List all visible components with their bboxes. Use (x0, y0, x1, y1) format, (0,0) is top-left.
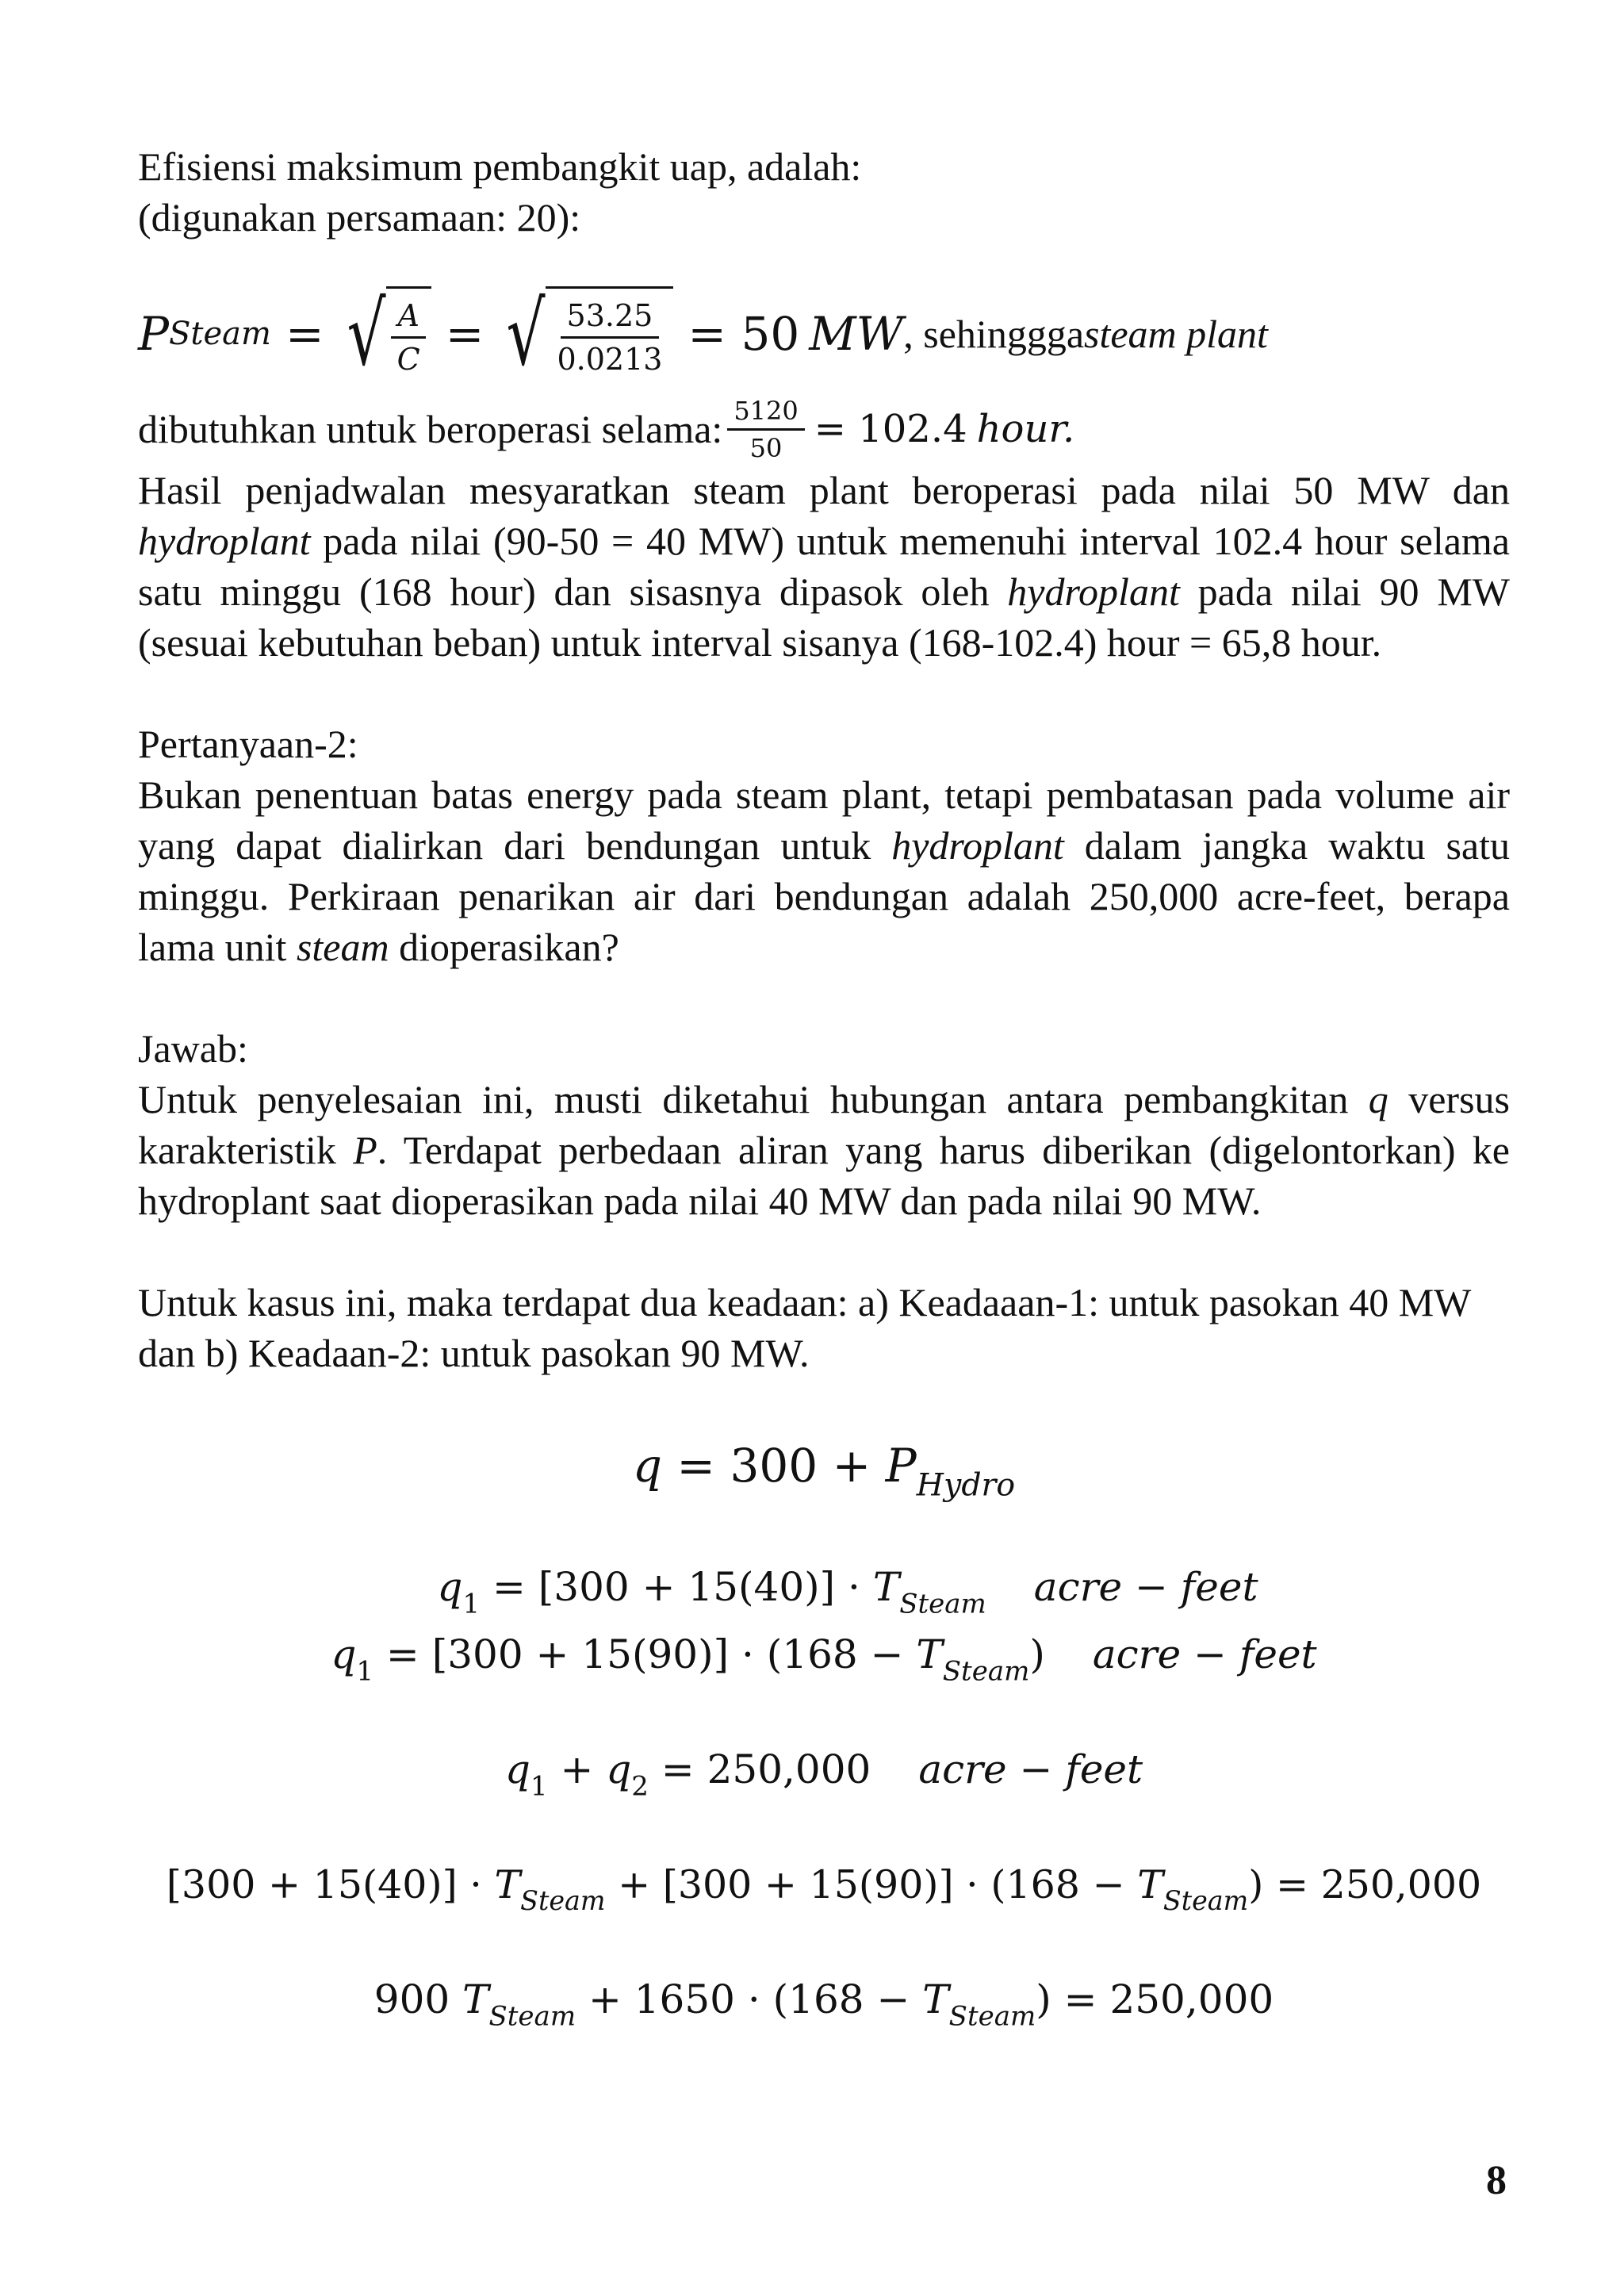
answer-c: versus karakteristik (138, 1077, 1510, 1172)
equals-sign-2: = (445, 307, 485, 361)
long-a: [300 + 15(40)] · (166, 1861, 495, 1907)
q1b-t: T (916, 1631, 943, 1678)
q1a-tsub: Steam (899, 1588, 986, 1620)
question-a: Bukan penentuan batas energy pada steam plant, tetapi pembatasan pada volume air yang dapat dialirkan dari bendungan untuk (138, 772, 1510, 868)
equals-sign-1: = (285, 307, 324, 361)
q1a-sub: 1 (462, 1588, 481, 1620)
q1a-expr: = [300 + 15(40)] · (480, 1563, 873, 1610)
radical-icon: √ (506, 283, 546, 385)
long-c: ) = 250,000 (1248, 1861, 1482, 1907)
sum-s2: 2 (631, 1770, 649, 1803)
frac-c: C (396, 342, 420, 377)
question-body (138, 769, 1510, 972)
unit-mw: MW (809, 307, 904, 361)
q1b-expr: = [300 + 15(90)] · (168 − (373, 1631, 917, 1678)
long-s2: Steam (1162, 1884, 1249, 1916)
equation-final (138, 1974, 1510, 2041)
duration-unit: hour. (976, 407, 1075, 451)
final-a: 900 (373, 1976, 463, 2022)
para1-c: pada nilai (90-50 = 40 MW) untuk memenuhi interval 102.4 hour selama satu minggu (168 hour) dan sisasnya dipasok oleh (138, 519, 1510, 614)
final-s1: Steam (488, 1999, 576, 2032)
duration-den: 50 (749, 432, 783, 463)
question-b: hydroplant (891, 823, 1064, 868)
long-b: + [300 + 15(90)] · (168 − (605, 1861, 1138, 1907)
sum-unit: acre − feet (918, 1746, 1143, 1793)
answer-a: Untuk penyelesaian ini, musti diketahui hubungan antara pembangkitan (138, 1077, 1369, 1121)
p-symbol: P (138, 307, 170, 361)
cases-paragraph: Untuk kasus ini, maka terdapat dua keadaan: a) Keadaaan-1: untuk pasokan 40 MW dan b) Keadaan-2: untuk pasokan 90 MW. (138, 1280, 1471, 1375)
long-t2: T (1137, 1861, 1163, 1907)
p-hydro-symbol: P (885, 1439, 917, 1493)
frac-numerator-53-25: 53.25 (561, 298, 660, 339)
q1b-q: q (331, 1631, 357, 1678)
duration-line (138, 393, 1510, 465)
duration-num: 5120 (727, 397, 804, 431)
q1a-q: q (437, 1563, 463, 1610)
tail-italic: steam plant (1084, 312, 1268, 356)
final-t1: T (462, 1976, 489, 2022)
duration-text: dibutuhkan untuk beroperasi selama: (138, 407, 723, 451)
p-steam-subscript: Steam (169, 316, 271, 352)
final-c: ) = 250,000 (1036, 1976, 1274, 2022)
equation-long (138, 1860, 1510, 1926)
answer-title: Jawab: (138, 1026, 248, 1071)
frac-a: A (391, 298, 425, 339)
q1b-sub: 1 (356, 1655, 374, 1688)
equation-q1-b (138, 1629, 1510, 1696)
sqrt-numeric (498, 283, 673, 385)
equation-q1-a (138, 1562, 1510, 1629)
para1-e: pada nilai 90 MW (sesuai kebutuhan beban) untuk interval sisanya (168-102.4) hour = 65,8 hour. (138, 569, 1511, 665)
equation-q-main (138, 1434, 1510, 1517)
p-hydro-subscript: Hydro (916, 1466, 1016, 1504)
answer-b: q (1368, 1077, 1388, 1121)
para1-d: hydroplant (1007, 569, 1180, 614)
answer-d: P (353, 1128, 377, 1172)
q-symbol: q (632, 1439, 662, 1493)
question-e: dioperasikan? (389, 925, 619, 969)
tail-text: , sehinggga (903, 312, 1085, 356)
sum-q2: q (606, 1746, 632, 1793)
sum-q1: q (504, 1746, 530, 1793)
equation-p-steam (138, 274, 1510, 393)
intro-line-1: Efisiensi maksimum pembangkit uap, adalah: (138, 144, 862, 189)
question-d: steam (296, 925, 389, 969)
sqrt-a-over-c (339, 283, 431, 385)
final-s2: Steam (948, 1999, 1036, 2032)
question-c: dalam jangka waktu satu minggu. Perkiraan penarikan air dari bendungan adalah 250,000 acre-feet, berapa lama unit (138, 823, 1510, 969)
long-t1: T (494, 1861, 521, 1907)
page-number: 8 (1486, 2158, 1507, 2203)
q1a-unit: acre − feet (1033, 1563, 1258, 1610)
sum-s1: 1 (530, 1770, 548, 1803)
answer-e: . Terdapat perbedaan aliran yang harus diberikan (digelontorkan) ke hydroplant saat dioperasikan pada nilai 40 MW dan pada nilai 90 MW. (138, 1128, 1510, 1223)
answer-body (138, 1074, 1510, 1226)
equation-sum (138, 1744, 1510, 1811)
duration-result: = 102.4 (814, 407, 967, 451)
sum-rhs: = 250,000 (648, 1746, 871, 1793)
question-title: Pertanyaan-2: (138, 722, 358, 766)
paragraph-schedule (138, 465, 1510, 668)
q1a-t: T (872, 1563, 900, 1610)
intro-line-2: (digunakan persamaan: 20): (138, 195, 581, 240)
para1-a: Hasil penjadwalan mesyaratkan steam plant beroperasi pada nilai 50 MW dan (138, 468, 1510, 512)
result-50: = 50 (688, 307, 800, 361)
q1b-unit: acre − feet (1092, 1631, 1317, 1678)
radical-icon: √ (347, 283, 386, 385)
document-page (138, 141, 1510, 2041)
long-s1: Steam (520, 1884, 606, 1916)
q1b-tsub: Steam (942, 1655, 1030, 1688)
duration-fraction (727, 397, 804, 462)
frac-denominator-0-0213: 0.0213 (557, 342, 663, 377)
para1-b: hydroplant (138, 519, 311, 563)
final-b: + 1650 · (168 − (576, 1976, 923, 2022)
sum-plus: + (547, 1746, 607, 1793)
final-t2: T (922, 1976, 949, 2022)
q1b-close: ) (1029, 1631, 1045, 1678)
q-main-mid: = 300 + (661, 1439, 886, 1493)
